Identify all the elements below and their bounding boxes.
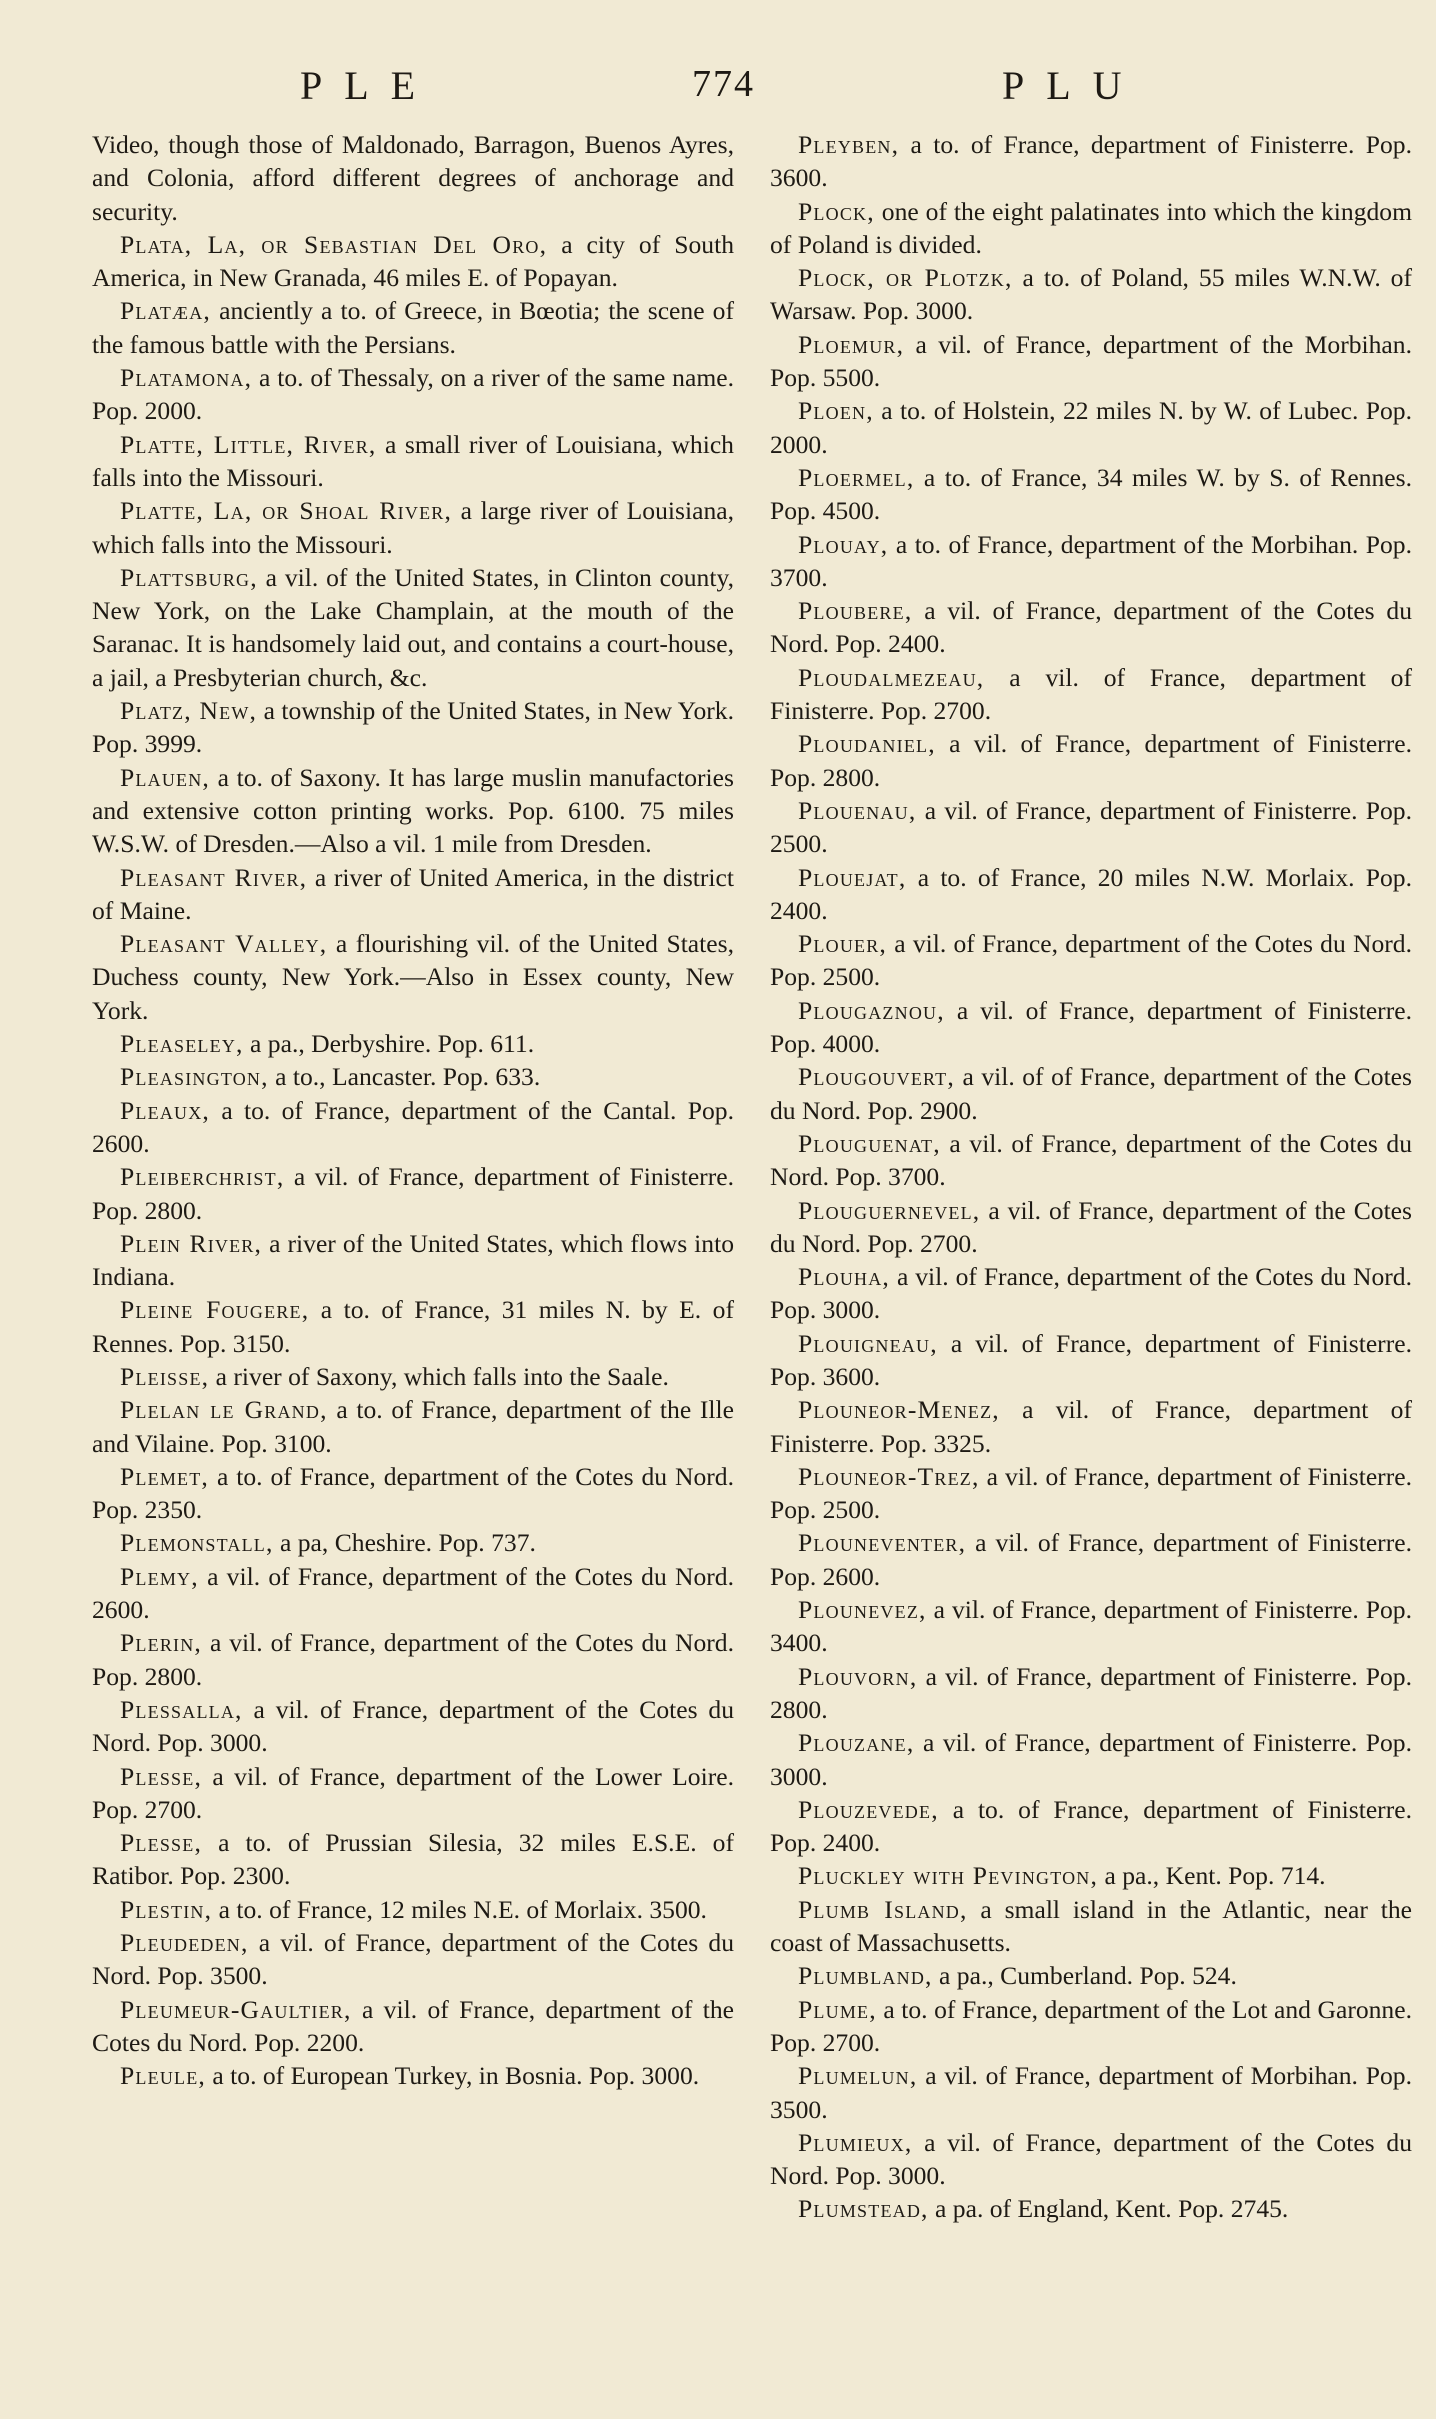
entry-text: a to. of France, 34 miles W. by S. of Rennes. Pop. 4500. [770,462,1412,526]
entry-headword: Plouvorn, [798,1661,918,1691]
gazetteer-entry [770,1593,1412,1660]
entry-text: a to. of France, 12 miles N.E. of Morlaix. 3500. [212,1894,707,1924]
header-right-guideword: PLU [1002,63,1144,108]
entry-text: a to. of Saxony. It has large muslin manufactories and extensive cotton printing works. Pop. 6100. 75 miles W.S.W. of Dresden.—Also a vil. 1 mile from Dresden. [92,762,734,859]
gazetteer-entry [770,2192,1412,2225]
entry-text: a township of the United States, in New York. Pop. 3999. [92,696,735,759]
entry-text: a vil. of France, department of Finisterre. Pop. 2800. [770,729,1412,792]
gazetteer-entry [92,1060,734,1093]
gazetteer-entry [770,528,1412,595]
gazetteer-entry [770,1060,1412,1127]
running-header [0,62,1436,118]
entry-headword: Plume, [798,1994,877,2024]
gazetteer-entry [770,727,1412,794]
gazetteer-entry [92,1760,734,1827]
entry-text: a vil. of France, department of the Morbihan. Pop. 5500. [770,329,1412,393]
entry-headword: Plerin, [120,1628,203,1658]
entry-text: a vil. of France, department of Finisterre. Pop. 4000. [770,995,1412,1059]
entry-headword: Plouneor-Menez, [798,1395,1000,1425]
entry-text: a to. of France, 31 miles N. by E. of Rennes. Pop. 3150. [92,1295,734,1358]
entry-headword: Plattsburg, [120,562,258,592]
entry-text: a vil. of France, department of the Lower Loire. Pop. 2700. [92,1761,734,1824]
entry-headword: Plouay, [798,529,889,559]
entry-text: a vil. of France, department of the Cotes du Nord. Pop. 3500. [92,1928,734,1991]
entry-text: a to., Lancaster. Pop. 633. [268,1062,541,1092]
entry-text: a small river of Louisiana, which falls into the Missouri. [92,429,734,492]
entry-headword: Plouzevede, [798,1794,939,1824]
gazetteer-entry [770,1859,1412,1892]
entry-text: a large river of Louisiana, which falls into the Missouri. [92,496,734,559]
right-column [770,128,1412,2226]
gazetteer-entry [770,1393,1412,1460]
gazetteer-entry [770,195,1412,262]
entry-headword: Pleiberchrist, [120,1162,285,1192]
gazetteer-entry [92,361,734,428]
gazetteer-entry [770,661,1412,728]
entry-headword: Plock, or Plotzk, [798,263,1013,293]
entry-text: a vil. of France, department of the Cotes du Nord. Pop. 2500. [770,929,1412,992]
entry-headword: Plouigneau, [798,1328,938,1358]
entry-headword: Plemet, [120,1461,210,1491]
entry-text: a to. of France, department of the Morbihan. Pop. 3700. [770,529,1412,592]
gazetteer-entry [770,1793,1412,1860]
entry-text: a vil. of France, department of the Cotes du Nord. Pop. 3000. [92,1694,734,1758]
gazetteer-entry [92,1526,734,1559]
entry-text: a to. of Thessaly, on a river of the same name. Pop. 2000. [92,363,734,426]
entry-text: a vil. of France, department of Finisterre. Pop. 2600. [770,1528,1412,1591]
entry-headword: Plumieux, [798,2127,913,2157]
gazetteer-entry [92,1893,734,1926]
gazetteer-entry [770,461,1412,528]
entry-text: a vil. of France, department of Finisterre. Pop. 3400. [770,1595,1412,1658]
entry-text: a to. of France, department of Finisterre. Pop. 2400. [770,1794,1412,1858]
entry-headword: Plesse, [120,1828,203,1858]
gazetteer-entry [770,1327,1412,1394]
entry-headword: Pleaux, [120,1095,211,1125]
entry-text: a flourishing vil. of the United States, Duchess county, New York.—Also in Essex county, New York. [92,929,734,1025]
page-number: 774 [692,63,755,105]
gazetteer-entry [92,1393,734,1460]
entry-text: a pa. of England, Kent. Pop. 2745. [928,2194,1289,2224]
entry-text: a vil. of France, department of the Cotes du Nord. 2600. [92,1561,734,1625]
entry-text: a to. of France, department of the Ille and Vilaine. Pop. 3100. [92,1395,734,1458]
entry-headword: Plein River, [120,1228,263,1258]
entry-headword: Platte, Little, River, [120,429,377,459]
gazetteer-entry [770,1726,1412,1793]
entry-headword: Plock, [798,196,875,226]
entry-headword: Platte, La, or Shoal River, [120,496,453,526]
entry-text: a to. of France, department of the Cantal. Pop. 2600. [92,1095,734,1158]
gazetteer-entry [770,1460,1412,1527]
gazetteer-entry [92,1027,734,1060]
gazetteer-entry [770,1893,1412,1960]
gazetteer-entry [92,927,734,1027]
entry-text: a vil. of France, department of Finisterre. Pop. 2500. [770,795,1412,859]
gazetteer-entry [770,1959,1412,1992]
entry-text: a vil. of France, department of Morbihan. Pop. 3500. [770,2061,1412,2124]
entry-headword: Pleasant River, [120,862,308,892]
gazetteer-entry [770,1993,1412,2060]
gazetteer-entry [92,1160,734,1227]
entry-headword: Pluckley with Pevington, [798,1861,1099,1891]
entry-headword: Ploen, [798,396,874,426]
entry-text: a vil. of France, department of Finisterre. Pop. 3600. [770,1328,1412,1391]
gazetteer-entry [92,694,734,761]
entry-text: a vil. of France, department of the Cotes du Nord. Pop. 2700. [770,1195,1412,1258]
entry-text: a pa., Kent. Pop. 714. [1098,1861,1326,1891]
entry-text: a city of South America, in New Granada, 46 miles E. of Popayan. [92,229,734,293]
gazetteer-entry [770,1526,1412,1593]
gazetteer-entry [92,128,734,228]
entry-headword: Plumb Island, [798,1894,968,1924]
gazetteer-entry [92,2059,734,2092]
entry-text: a vil. of France, department of the Cotes du Nord. Pop. 3000. [770,2127,1412,2191]
gazetteer-entry [770,994,1412,1061]
entry-headword: Plumelun, [798,2061,918,2091]
entry-headword: Plumbland, [798,1961,933,1991]
entry-headword: Plougaznou, [798,995,945,1025]
header-left-guideword: PLE [300,63,438,108]
entry-text: a vil. of the United States, in Clinton county, New York, on the Lake Champlain, at the mouth of the Saranac. It is handsomely laid out, and contains a court-house, a jail, a Presbyterian church, &c. [92,562,734,692]
entry-headword: Plata, La, or Sebastian Del Oro, [120,229,548,259]
entry-headword: Plauen, [120,762,211,792]
entry-headword: Platæa, [120,296,212,326]
entry-headword: Plougouvert, [798,1062,955,1092]
entry-text: a river of United America, in the district of Maine. [92,862,734,925]
gazetteer-entry [92,1293,734,1360]
entry-headword: Plouneor-Trez, [798,1461,980,1491]
entry-text: Video, though those of Maldonado, Barragon, Buenos Ayres, and Colonia, afford different degrees of anchorage and security. [92,130,734,226]
entry-text: a to. of European Turkey, in Bosnia. Pop. 3000. [206,2061,700,2091]
entry-headword: Plessalla, [120,1694,243,1724]
entry-text: a to. of France, department of Finisterre. Pop. 3600. [770,130,1412,193]
gazetteer-entry [770,927,1412,994]
entry-text: a vil. of France, department of the Cotes du Nord. Pop. 3700. [770,1128,1412,1192]
gazetteer-entry [92,1094,734,1161]
entry-text: a vil. of France, department of the Cotes du Nord. Pop. 2400. [770,596,1412,659]
entry-headword: Plouenau, [798,795,917,825]
entry-text: a river of Saxony, which falls into the Saale. [209,1361,669,1391]
entry-text: a to. of Holstein, 22 miles N. by W. of Lubec. Pop. 2000. [770,396,1412,459]
entry-headword: Ploudalmezeau, [798,662,985,692]
entry-headword: Ploermel, [798,462,915,492]
entry-headword: Plelan le Grand, [120,1395,328,1425]
gazetteer-entry [92,228,734,295]
entry-text: a to. of France, department of the Cotes du Nord. Pop. 2350. [92,1461,734,1525]
entry-headword: Plemy, [120,1561,199,1591]
entry-text: a vil. of France, department of Finisterre. Pop. 2500. [770,1461,1412,1525]
entry-headword: Plumstead, [798,2194,929,2224]
gazetteer-entry [92,1693,734,1760]
entry-headword: Pleasant Valley, [120,929,328,959]
entry-headword: Pleisse, [120,1361,210,1391]
entry-text: a pa., Derbyshire. Pop. 611. [243,1029,535,1059]
entry-headword: Plouejat, [798,862,907,892]
entry-text: a river of the United States, which flows into Indiana. [92,1228,734,1292]
entry-headword: Platamona, [120,363,253,393]
entry-text: a to. of Poland, 55 miles W.N.W. of Warsaw. Pop. 3000. [770,263,1413,326]
entry-text: a to. of France, department of the Lot and Garonne. Pop. 2700. [770,1994,1412,2057]
gazetteer-entry [770,2126,1412,2193]
entry-headword: Pleaseley, [120,1029,244,1059]
gazetteer-entry [92,1360,734,1393]
gazetteer-entry [770,1660,1412,1727]
gazetteer-entry [770,328,1412,395]
gazetteer-entry [92,1460,734,1527]
entry-text: a small island in the Atlantic, near the coast of Massachusetts. [770,1894,1412,1958]
entry-text: a to. of Prussian Silesia, 32 miles E.S.E. of Ratibor. Pop. 2300. [92,1828,734,1891]
entry-headword: Pleyben, [798,130,900,159]
gazetteer-entry [770,1260,1412,1327]
gazetteer-entry [92,428,734,495]
gazetteer-entry [770,128,1412,195]
entry-headword: Plouguernevel, [798,1195,981,1225]
gazetteer-entry [92,861,734,928]
gazetteer-entry [770,794,1412,861]
entry-headword: Plounevez, [798,1595,927,1625]
entry-headword: Plouer, [798,929,888,959]
entry-headword: Plouha, [798,1262,891,1292]
entry-text: a vil. of France, department of Finisterre. Pop. 2800. [92,1162,734,1225]
gazetteer-entry [770,394,1412,461]
entry-headword: Ploudaniel, [798,729,936,759]
gazetteer-entry [92,1227,734,1294]
gazetteer-entry [92,1826,734,1893]
gazetteer-entry [92,561,734,694]
gazetteer-entry [92,761,734,861]
entry-headword: Pleudeden, [120,1928,249,1958]
entry-text: a vil. of France, department of the Cotes du Nord. Pop. 2800. [92,1628,734,1691]
entry-text: a pa, Cheshire. Pop. 737. [273,1528,536,1558]
entry-headword: Plemonstall, [120,1528,274,1558]
left-column [92,128,734,2093]
entry-headword: Ploemur, [798,329,905,359]
gazetteer-entry [770,2059,1412,2126]
gazetteer-entry [92,1626,734,1693]
gazetteer-entry [92,1926,734,1993]
gazetteer-entry [770,261,1412,328]
entry-text: a vil. of France, department of Finisterre. Pop. 2700. [770,662,1412,726]
gazetteer-entry [92,494,734,561]
entry-text: a to. of France, 20 miles N.W. Morlaix. Pop. 2400. [770,862,1412,925]
entry-headword: Pleule, [120,2061,207,2091]
entry-headword: Pleasington, [120,1062,269,1092]
entry-text: a vil. of France, department of Finisterre. Pop. 2800. [770,1661,1412,1724]
entry-text: anciently a to. of Greece, in Bœotia; the scene of the famous battle with the Persians. [92,296,734,359]
entry-text: a vil. of France, department of the Cotes du Nord. Pop. 3000. [770,1262,1412,1325]
entry-headword: Plestin, [120,1894,213,1924]
entry-text: a vil. of of France, department of the Cotes du Nord. Pop. 2900. [770,1062,1412,1125]
entry-text: one of the eight palatinates into which the kingdom of Poland is divided. [770,196,1412,259]
entry-headword: Plouzane, [798,1728,915,1758]
gazetteer-entry [770,1194,1412,1261]
entry-text: a vil. of France, department of Finisterre. Pop. 3000. [770,1728,1412,1791]
gazetteer-entry [92,1560,734,1627]
gazetteer-entry [770,594,1412,661]
gazetteer-entry [770,1127,1412,1194]
entry-text: a pa., Cumberland. Pop. 524. [932,1961,1237,1991]
entry-headword: Pleine Fougere, [120,1295,310,1325]
entry-headword: Plouneventer, [798,1528,967,1558]
entry-headword: Plesse, [120,1761,203,1791]
entry-headword: Plouguenat, [798,1128,941,1158]
entry-headword: Pleumeur-Gaultier, [120,1994,352,2024]
entry-headword: Platz, New, [120,696,258,726]
entry-text: a vil. of France, department of Finisterre. Pop. 3325. [770,1395,1412,1458]
entry-text: a vil. of France, department of the Cotes du Nord. Pop. 2200. [92,1994,734,2057]
entry-headword: Ploubere, [798,596,913,626]
gazetteer-entry [92,1993,734,2060]
gazetteer-entry [770,861,1412,928]
gazetteer-entry [92,294,734,361]
